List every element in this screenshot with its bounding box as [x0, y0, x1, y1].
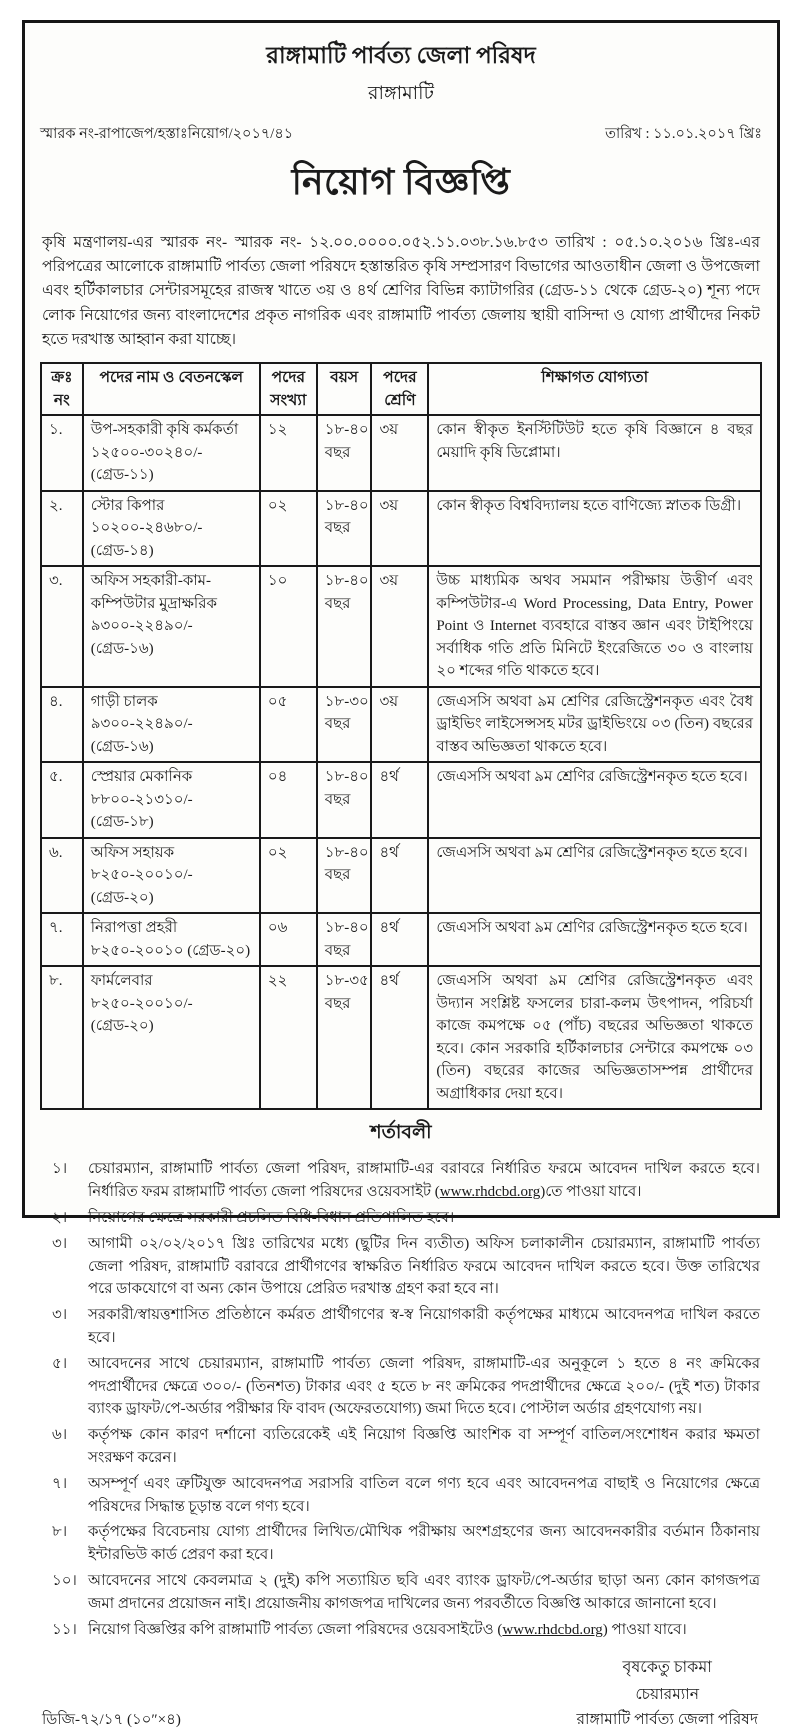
serial-cell: ৪. — [41, 687, 83, 763]
condition-text — [88, 1570, 762, 1616]
post-class: ৪র্থ — [371, 913, 428, 966]
age-unit: বছর — [324, 595, 351, 612]
condition-text — [88, 1304, 762, 1350]
post-name: উপ-সহকারী কৃষি কর্মকর্তা — [90, 422, 239, 439]
qualification-cell: জেএসসি অথবা ৯ম শ্রেণির রেজিস্ট্রেশনকৃত এবং বৈধ ড্রাইভিং লাইসেন্সসহ মটর ড্রাইভিংয়ে ০৩ (তিন) বছরের বাস্তব অভিজ্ঞতা থাকতে হবে। — [428, 687, 761, 763]
age-cell — [317, 838, 372, 914]
signature-block — [576, 1655, 758, 1733]
memo-row — [40, 123, 762, 147]
age-cell — [317, 966, 372, 1109]
post-name-cell — [83, 913, 260, 966]
post-class: ৪র্থ — [371, 966, 428, 1109]
column-header-post-name: পদের নাম ও বেতনস্কেল — [83, 363, 260, 416]
age-cell — [317, 687, 372, 763]
post-name: স্টোর কিপার — [90, 497, 165, 514]
condition-number: ১১। — [52, 1621, 77, 1638]
age-unit: বছর — [324, 444, 351, 461]
age-cell — [317, 762, 372, 838]
condition-text-part: কর্তৃপক্ষের বিবেচনায় যোগ্য প্রার্থীদের লিখিত/মৌখিক পরীক্ষায় অংশগ্রহণের জন্য আবেদনকারীর বর্তমান ঠিকানায় ইন্টারভিউ কার্ড প্রেরণ করা হবে। — [88, 1524, 760, 1564]
age-cell — [317, 491, 372, 567]
post-name-cell — [83, 687, 260, 763]
age-range: ১৮-৪০ — [324, 497, 369, 514]
post-name-cell — [83, 966, 260, 1109]
document-frame — [22, 20, 780, 1729]
post-class: ৩য় — [371, 415, 428, 491]
serial-cell: ৭. — [41, 913, 83, 966]
post-count: ২২ — [260, 966, 317, 1109]
condition-item — [40, 1521, 762, 1567]
notice-title: নিয়োগ বিজ্ঞপ্তি — [291, 162, 511, 202]
website-link: www.rhdcbd.org — [502, 1621, 603, 1638]
serial-cell: ৫. — [41, 762, 83, 838]
condition-number: ৬। — [52, 1427, 68, 1444]
serial-cell: ১. — [41, 415, 83, 491]
condition-text-part: নিয়োগ বিজ্ঞপ্তির কপি রাঙ্গামাটি পার্বত্য জেলা পরিষদের ওয়েবসাইটেও ( — [88, 1621, 503, 1638]
age-range: ১৮-৩৫ — [324, 973, 369, 990]
footer-row — [40, 1655, 762, 1733]
table-row — [41, 491, 761, 567]
positions-table — [40, 362, 762, 1111]
condition-text-part: নিয়োগের ক্ষেত্রে সরকারী প্রচলিত বিধি-বিধান প্রতিপালিত হবে। — [88, 1209, 455, 1226]
age-range: ১৮-৪০ — [324, 573, 369, 590]
age-cell — [317, 566, 372, 687]
condition-item — [40, 1207, 762, 1230]
serial-cell: ৮. — [41, 966, 83, 1109]
post-count: ০২ — [260, 491, 317, 567]
condition-item — [40, 1473, 762, 1519]
post-name: নিরাপত্তা প্রহরী — [90, 920, 178, 937]
post-name: অফিস সহকারী-কাম-কম্পিউটার মুদ্রাক্ষরিক — [90, 573, 217, 612]
column-header-class: পদের শ্রেণি — [371, 363, 428, 416]
table-row — [41, 566, 761, 687]
table-row — [41, 913, 761, 966]
condition-item — [40, 1619, 762, 1642]
condition-text — [88, 1158, 762, 1204]
condition-item — [40, 1353, 762, 1421]
condition-text — [88, 1353, 762, 1421]
post-count: ০৪ — [260, 762, 317, 838]
condition-text — [88, 1424, 762, 1470]
column-header-serial: ক্রঃ নং — [41, 363, 83, 416]
condition-item — [40, 1570, 762, 1616]
condition-number: ৩। — [52, 1307, 68, 1324]
age-unit: বছর — [324, 520, 351, 537]
post-name: স্প্রেয়ার মেকানিক — [90, 769, 193, 786]
pay-scale: ৯৩০০-২২৪৯০/- (গ্রেড-১৬) — [90, 618, 193, 657]
post-name-cell — [83, 838, 260, 914]
age-range: ১৮-৪০ — [324, 844, 369, 861]
post-class: ৩য় — [371, 491, 428, 567]
qualification-cell: কোন স্বীকৃত বিশ্ববিদ্যালয় হতে বাণিজ্যে স্নাতক ডিগ্রী। — [428, 491, 761, 567]
condition-number: ২। — [52, 1209, 68, 1226]
post-class: ৪র্থ — [371, 838, 428, 914]
age-cell — [317, 913, 372, 966]
column-header-count: পদের সংখ্যা — [260, 363, 317, 416]
condition-text — [88, 1619, 762, 1642]
condition-text-part: ) পাওয়া যাবে। — [602, 1621, 687, 1638]
post-name-cell — [83, 762, 260, 838]
age-unit: বছর — [324, 716, 351, 733]
table-row — [41, 762, 761, 838]
conditions-list — [40, 1158, 762, 1641]
age-unit: বছর — [324, 995, 351, 1012]
post-name: গাড়ী চালক — [90, 693, 158, 710]
age-range: ১৮-৪০ — [324, 422, 369, 439]
qualification-cell: কোন স্বীকৃত ইনস্টিটিউট হতে কৃষি বিজ্ঞানে ৪ বছর মেয়াদি কৃষি ডিপ্লোমা। — [428, 415, 761, 491]
condition-text — [88, 1521, 762, 1567]
post-name-cell — [83, 415, 260, 491]
table-row — [41, 687, 761, 763]
post-class: ৪র্থ — [371, 762, 428, 838]
post-count: ১০ — [260, 566, 317, 687]
pay-scale: ৮২৫০-২০০১০/- (গ্রেড-২০) — [90, 867, 193, 906]
pay-scale: ১২৫০০-৩০২৪০/- (গ্রেড-১১) — [90, 444, 203, 484]
age-range: ১৮-৩০ — [324, 693, 369, 710]
condition-number: ৫। — [52, 1355, 68, 1372]
pay-scale: ৮৮০০-২১৩১০/- (গ্রেড-১৮) — [90, 791, 193, 831]
website-link: www.rhdcbd.org — [439, 1184, 541, 1201]
condition-item — [40, 1304, 762, 1350]
post-count: ০৫ — [260, 687, 317, 763]
column-header-qualification: শিক্ষাগত যোগ্যতা — [428, 363, 761, 416]
condition-number: ৩। — [52, 1235, 68, 1252]
qualification-cell: জেএসসি অথবা ৯ম শ্রেণির রেজিস্ট্রেশনকৃত এবং উদ্যান সংশ্লিষ্ট ফসলের চারা-কলম উৎপাদন, পরিচর্যা কাজে কমপক্ষে ০৫ (পাঁচ) বছরের অভিজ্ঞতা থাকতে হবে। কোন সরকারি হর্টিকালচার সেন্টারে কমপক্ষে ০৩ (তিন) বছরের কাজের অভিজ্ঞতাসম্পন্ন প্রার্থীদের অগ্রাধিকার দেয়া হবে। — [428, 966, 761, 1109]
condition-text-part: আগামী ০২/০২/২০১৭ খ্রিঃ তারিখের মধ্যে (ছুটির দিন ব্যতীত) অফিস চলাকালীন চেয়ারম্যান, রাঙ্গামাটি পার্বত্য জেলা পরিষদ, রাঙ্গামাটি বরাবরে প্রার্থীগণের স্বাক্ষরিত নির্ধারিত ফরমে আবেদন দাখিল করতে হবে। উক্ত তারিখের পরে ডাকযোগে বা অন্য কোন উপায়ে প্রেরিত দরখাস্ত গ্রহণ করা হবে না। — [88, 1235, 760, 1298]
org-name: রাঙ্গামাটি পার্বত্য জেলা পরিষদ — [266, 43, 536, 68]
post-name: ফার্মলেবার — [90, 973, 153, 990]
table-row — [41, 415, 761, 491]
condition-number: ৭। — [52, 1475, 68, 1492]
post-count: ১২ — [260, 415, 317, 491]
serial-cell: ৩. — [41, 566, 83, 687]
age-unit: বছর — [324, 867, 351, 884]
condition-text-part: আবেদনের সাথে চেয়ারম্যান, রাঙ্গামাটি পার্বত্য জেলা পরিষদ, রাঙ্গামাটি-এর অনুকূলে ১ হতে ৪ নং ক্রমিকের পদপ্রার্থীদের ক্ষেত্রে ৩০০/- (তিনশত) টাকার এবং ৫ হতে ৮ নং ক্রমিকের পদপ্রার্থীদের ক্ষেত্রে ২০০/- (দুই শত) টাকার ব্যাংক ড্রাফট/পে-অর্ডার পরীক্ষার ফি বাবদ (অফেরতযোগ্য) জমা দিতে হবে। পোস্টাল অর্ডার গ্রহণযোগ্য নয়। — [88, 1355, 760, 1418]
signatory-role: চেয়ারম্যান — [635, 1685, 700, 1703]
post-name: অফিস সহায়ক — [90, 844, 175, 861]
qualification-cell: উচ্চ মাধ্যমিক অথব সমমান পরীক্ষায় উত্তীর্ণ এবং কম্পিউটার-এ Word Processing, Data Entry, Power Point ও Internet ব্যবহারে বাস্তব জ্ঞান এবং টাইপিংয়ে সর্বাধিক গতি প্রতি মিনিটে ইংরেজিতে ৩০ ও বাংলায় ২০ শব্দের গতি থাকতে হবে। — [428, 566, 761, 687]
table-row — [41, 838, 761, 914]
condition-text — [88, 1207, 762, 1230]
post-name-cell — [83, 566, 260, 687]
condition-item — [40, 1424, 762, 1470]
intro-paragraph: কৃষি মন্ত্রণালয়-এর স্মারক নং- স্মারক নং- ১২.০০.০০০০.০৫২.১১.০৩৮.১৬.৮৫৩ তারিখ : ০৫.১০.২০১৬ খ্রিঃ-এর পরিপত্রের আলোকে রাঙ্গামাটি পার্বত্য জেলা পরিষদে হস্তান্তরিত কৃষি সম্প্রসারণ বিভাগের আওতাধীন জেলা ও উপজেলা এবং হর্টিকালচার সেন্টারসমূহের রাজস্ব খাতে ৩য় ও ৪র্থ শ্রেণির বিভিন্ন ক্যাটাগরির (গ্রেড-১১ থেকে গ্রেড-২০) শূন্য পদে লোক নিয়োগের জন্য বাংলাদেশের প্রকৃত নাগরিক এবং রাঙ্গামাটি পার্বত্য জেলায় স্থায়ী বাসিন্দা ও যোগ্য প্রার্থীদের নিকট হতে দরখাস্ত আহ্বান করা যাচ্ছে। — [42, 234, 760, 348]
post-class: ৩য় — [371, 687, 428, 763]
column-header-age: বয়স — [317, 363, 372, 416]
condition-text-part: )তে পাওয়া যাবে। — [540, 1184, 642, 1201]
age-range: ১৮-৪০ — [324, 769, 369, 786]
conditions-heading: শর্তাবলী — [370, 1122, 432, 1144]
pay-scale: ৯৩০০-২২৪৯০/- (গ্রেড-১৬) — [90, 716, 193, 755]
memo-number: স্মারক নং-রাপাজেপ/হস্তাঃনিয়োগ/২০১৭/৪১ — [40, 126, 294, 142]
age-unit: বছর — [324, 942, 351, 959]
condition-text-part: অসম্পূর্ণ এবং ত্রুটিযুক্ত আবেদনপত্র সরাসরি বাতিল বলে গণ্য হবে এবং আবেদনপত্র বাছাই ও নিয়োগের ক্ষেত্রে পরিষদের সিদ্ধান্ত চূড়ান্ত বলে গণ্য হবে। — [88, 1475, 760, 1515]
serial-cell: ৬. — [41, 838, 83, 914]
qualification-cell: জেএসসি অথবা ৯ম শ্রেণির রেজিস্ট্রেশনকৃত হতে হবে। — [428, 762, 761, 838]
signatory-name: বৃষকেতু চাকমা — [622, 1659, 712, 1677]
post-name-cell — [83, 491, 260, 567]
condition-text — [88, 1233, 762, 1301]
issue-date: তারিখ : ১১.০১.২০১৭ খ্রিঃ — [605, 126, 762, 142]
table-row — [41, 966, 761, 1109]
condition-number: ৮। — [52, 1524, 68, 1541]
condition-text-part: কর্তৃপক্ষ কোন কারণ দর্শানো ব্যতিরেকেই এই নিয়োগ বিজ্ঞপ্তি আংশিক বা সম্পূর্ণ বাতিল/সংশোধন করার ক্ষমতা সংরক্ষণ করেন। — [88, 1427, 760, 1466]
qualification-cell: জেএসসি অথবা ৯ম শ্রেণির রেজিস্ট্রেশনকৃত হতে হবে। — [428, 913, 761, 966]
condition-text — [88, 1473, 762, 1519]
table-header-row — [41, 363, 761, 416]
condition-item — [40, 1158, 762, 1204]
age-cell — [317, 415, 372, 491]
condition-text-part: আবেদনের সাথে কেবলমাত্র ২ (দুই) কপি সত্যায়িত ছবি এবং ব্যাংক ড্রাফট/পে-অর্ডার ছাড়া অন্য কোন কাগজপত্র জমা প্রদানের প্রয়োজন নাই। প্রয়োজনীয় কাগজপত্র দাখিলের জন্য পরবর্তীতে বিজ্ঞপ্তি আকারে জানানো হবে। — [88, 1572, 760, 1612]
post-count: ০২ — [260, 838, 317, 914]
print-code: ডিজি-৭২/১৭ (১০″×৪) — [42, 1711, 181, 1728]
serial-cell: ২. — [41, 491, 83, 567]
age-range: ১৮-৪০ — [324, 920, 369, 937]
pay-scale: ১০২০০-২৪৬৮০/- (গ্রেড-১৪) — [90, 520, 203, 559]
pay-scale: ৮২৫০-২০০১০ (গ্রেড-২০) — [90, 942, 251, 959]
condition-number: ১। — [52, 1161, 68, 1178]
condition-text-part: সরকারী/স্বায়ত্তশাসিত প্রতিষ্ঠানে কর্মরত প্রার্থীগণের স্ব-স্ব নিয়োগকারী কর্তৃপক্ষের মাধ্যমে আবেদনপত্র দাখিল করতে হবে। — [88, 1307, 760, 1346]
post-class: ৩য় — [371, 566, 428, 687]
qualification-cell: জেএসসি অথবা ৯ম শ্রেণির রেজিস্ট্রেশনকৃত হতে হবে। — [428, 838, 761, 914]
condition-text-part: চেয়ারম্যান, রাঙ্গামাটি পার্বত্য জেলা পরিষদ, রাঙ্গামাটি-এর বরাবরে নির্ধারিত ফরমে আবেদন দাখিল করতে হবে। নির্ধারিত ফরম রাঙ্গামাটি পার্বত্য জেলা পরিষদের ওয়েবসাইট ( — [88, 1161, 760, 1201]
post-count: ০৬ — [260, 913, 317, 966]
condition-number: ১০। — [52, 1572, 77, 1589]
pay-scale: ৮২৫০-২০০১০/- (গ্রেড-২০) — [90, 995, 193, 1035]
signatory-org: রাঙ্গামাটি পার্বত্য জেলা পরিষদ — [576, 1711, 758, 1729]
org-location: রাঙ্গামাটি — [368, 83, 434, 104]
age-unit: বছর — [324, 791, 351, 808]
condition-item — [40, 1233, 762, 1301]
